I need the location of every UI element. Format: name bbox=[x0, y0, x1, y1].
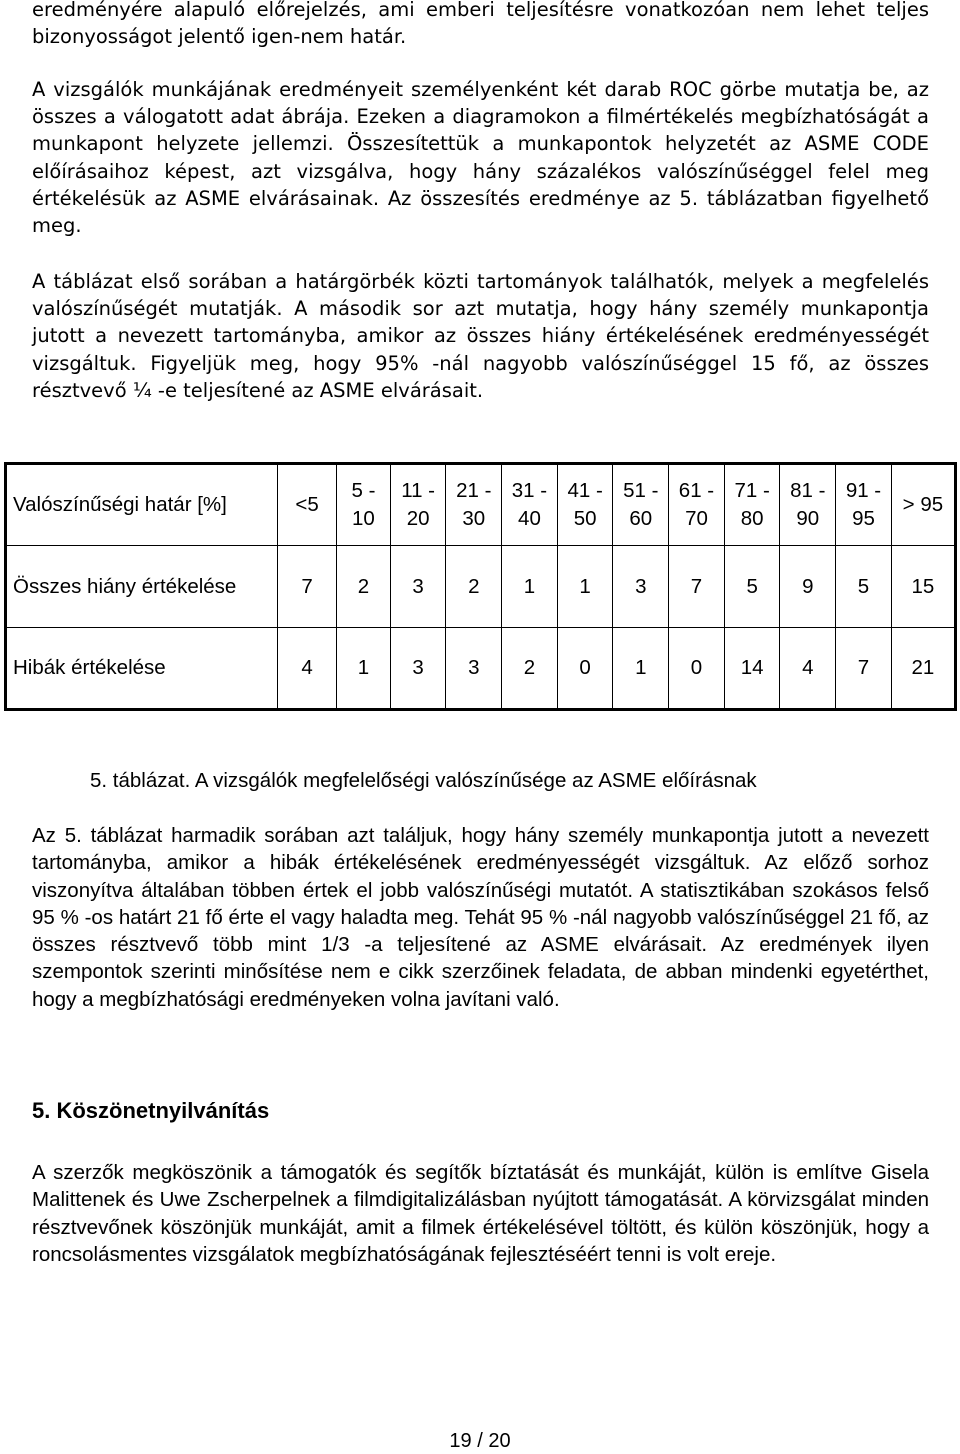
table-value-cell: 14 bbox=[724, 628, 780, 710]
paragraph-roc-results: A vizsgálók munkájának eredményeit személyenként két darab ROC görbe mutatja be, az összes a válogatott adat ábrája. Ezeken a diagramokon a filmértékelés megbízhatóságát a munkapont helyzete jellemzi. Összesítettük a munkapontok helyzetét az ASME CODE előírásaihoz képest, azt vizsgálva, hogy hány százalékos valószínűséggel felel meg értékelésük az ASME elvárásainak. Az összesítés eredménye az 5. táblázatban figyelhető meg. bbox=[32, 78, 929, 238]
range-text: 31 - 40 bbox=[511, 479, 548, 530]
range-text: 71 - 80 bbox=[734, 479, 770, 530]
table-value-cell: 7 bbox=[277, 546, 336, 628]
table-value-cell: 2 bbox=[502, 628, 558, 710]
table-caption: 5. táblázat. A vizsgálók megfelelőségi valószínűsége az ASME előírásnak bbox=[90, 769, 757, 792]
table-range-cell bbox=[337, 464, 391, 546]
table-value-cell: 15 bbox=[891, 546, 955, 628]
table-value-cell: 0 bbox=[669, 628, 725, 710]
table-value-cell: 3 bbox=[390, 628, 446, 710]
table-value-cell: 5 bbox=[836, 546, 892, 628]
table-value-cell: 2 bbox=[337, 546, 391, 628]
probability-table bbox=[4, 462, 957, 711]
table-range-cell bbox=[446, 464, 502, 546]
table-value-cell: 3 bbox=[446, 628, 502, 710]
table-range-cell bbox=[390, 464, 446, 546]
table-value-cell: 1 bbox=[502, 546, 558, 628]
table-value-cell: 4 bbox=[277, 628, 336, 710]
range-text: 11 - 20 bbox=[401, 479, 436, 530]
paragraph-acknowledgements: A szerzők megköszönik a támogatók és segítők bíztatását és munkáját, külön is említve Gisela Malittenek és Uwe Zscherpelnek a filmdigitalizálásban nyújtott támogatását. A körvizsgálat minden résztvevőnek köszönjük munkáját, amit a filmek értékelésével töltött, és külön köszönjük, hogy a roncsolásmentes vizsgálatok megbízhatóságának fejlesztéséért tenni is volt ereje. bbox=[32, 1161, 929, 1266]
table-row-flaw-evaluation bbox=[6, 628, 956, 710]
table-value-cell: 7 bbox=[836, 628, 892, 710]
table-range-cell bbox=[780, 464, 836, 546]
paragraph-third-row-analysis: Az 5. táblázat harmadik sorában azt találjuk, hogy hány személy munkapontja jutott a nevezett tartományba, amikor a hibák értékelésének eredményességét vizsgáltuk. Az előző sorhoz viszonyítva általában többen értek el jobb valószínűségi mutatót. A statisztikában szokásos felső 95 % -os határt 21 fő érte el vagy haladta meg. Tehát 95 % -nál nagyobb valószínűséggel 21 fő, az összes résztvevő több mint 1/3 -a teljesítené az ASME elvárásait. Az eredmények ilyen szempontok szerinti minősítése nem e cikk szerzőinek feladata, de abban mindenki egyetérthet, hogy a megbízhatósági eredményeken volna javítani való. bbox=[32, 824, 929, 1011]
table-value-cell: 9 bbox=[780, 546, 836, 628]
table-row-total-defects bbox=[6, 546, 956, 628]
table-header-label: Valószínűségi határ [%] bbox=[6, 464, 278, 546]
range-text: 5 - 10 bbox=[351, 479, 376, 530]
table-value-cell: 2 bbox=[446, 546, 502, 628]
table-value-cell: 3 bbox=[390, 546, 446, 628]
table-value-cell: 1 bbox=[337, 628, 391, 710]
page-number: 19 / 20 bbox=[449, 1430, 511, 1452]
table-range-cell bbox=[724, 464, 780, 546]
range-text: 61 - 70 bbox=[678, 479, 715, 530]
table-row-label: Hibák értékelése bbox=[6, 628, 278, 710]
table-range-cell bbox=[613, 464, 669, 546]
table-row-label: Összes hiány értékelése bbox=[6, 546, 278, 628]
range-text: 81 - 90 bbox=[790, 479, 826, 530]
range-text: 51 - 60 bbox=[623, 479, 659, 530]
section-heading: 5. Köszönetnyilvánítás bbox=[32, 1098, 270, 1123]
range-text: 21 - 30 bbox=[456, 479, 492, 530]
table-header-row bbox=[6, 464, 956, 546]
table-value-cell: 7 bbox=[669, 546, 725, 628]
table-value-cell: 0 bbox=[557, 628, 613, 710]
table-value-cell: 1 bbox=[613, 628, 669, 710]
table-value-cell: 3 bbox=[613, 546, 669, 628]
table-range-cell bbox=[502, 464, 558, 546]
table-range-cell: > 95 bbox=[891, 464, 955, 546]
table-value-cell: 1 bbox=[557, 546, 613, 628]
table-value-cell: 21 bbox=[891, 628, 955, 710]
range-text: 91 - 95 bbox=[845, 479, 882, 530]
paragraph-table-explanation: A táblázat első sorában a határgörbék közti tartományok találhatók, melyek a megfelelés valószínűségét mutatják. A második sor azt mutatja, hogy hány személy munkapontja jutott a nevezett tartományba, amikor az összes hiány értékelésének eredményességét vizsgáltuk. Figyeljük meg, hogy 95% -nál nagyobb valószínűséggel 15 fő, az összes résztvevő ¼ -e teljesítené az ASME elvárásait. bbox=[32, 270, 929, 402]
table-value-cell: 4 bbox=[780, 628, 836, 710]
table-range-cell bbox=[557, 464, 613, 546]
table-range-cell: <5 bbox=[277, 464, 336, 546]
table-range-cell bbox=[669, 464, 725, 546]
range-text: 41 - 50 bbox=[567, 479, 603, 530]
table-range-cell bbox=[836, 464, 892, 546]
table-value-cell: 5 bbox=[724, 546, 780, 628]
paragraph-intro-continuation: eredményére alapuló előrejelzés, ami emberi teljesítésre vonatkozóan nem lehet teljes bizonyosságot jelentő igen-nem határ. bbox=[32, 0, 929, 49]
